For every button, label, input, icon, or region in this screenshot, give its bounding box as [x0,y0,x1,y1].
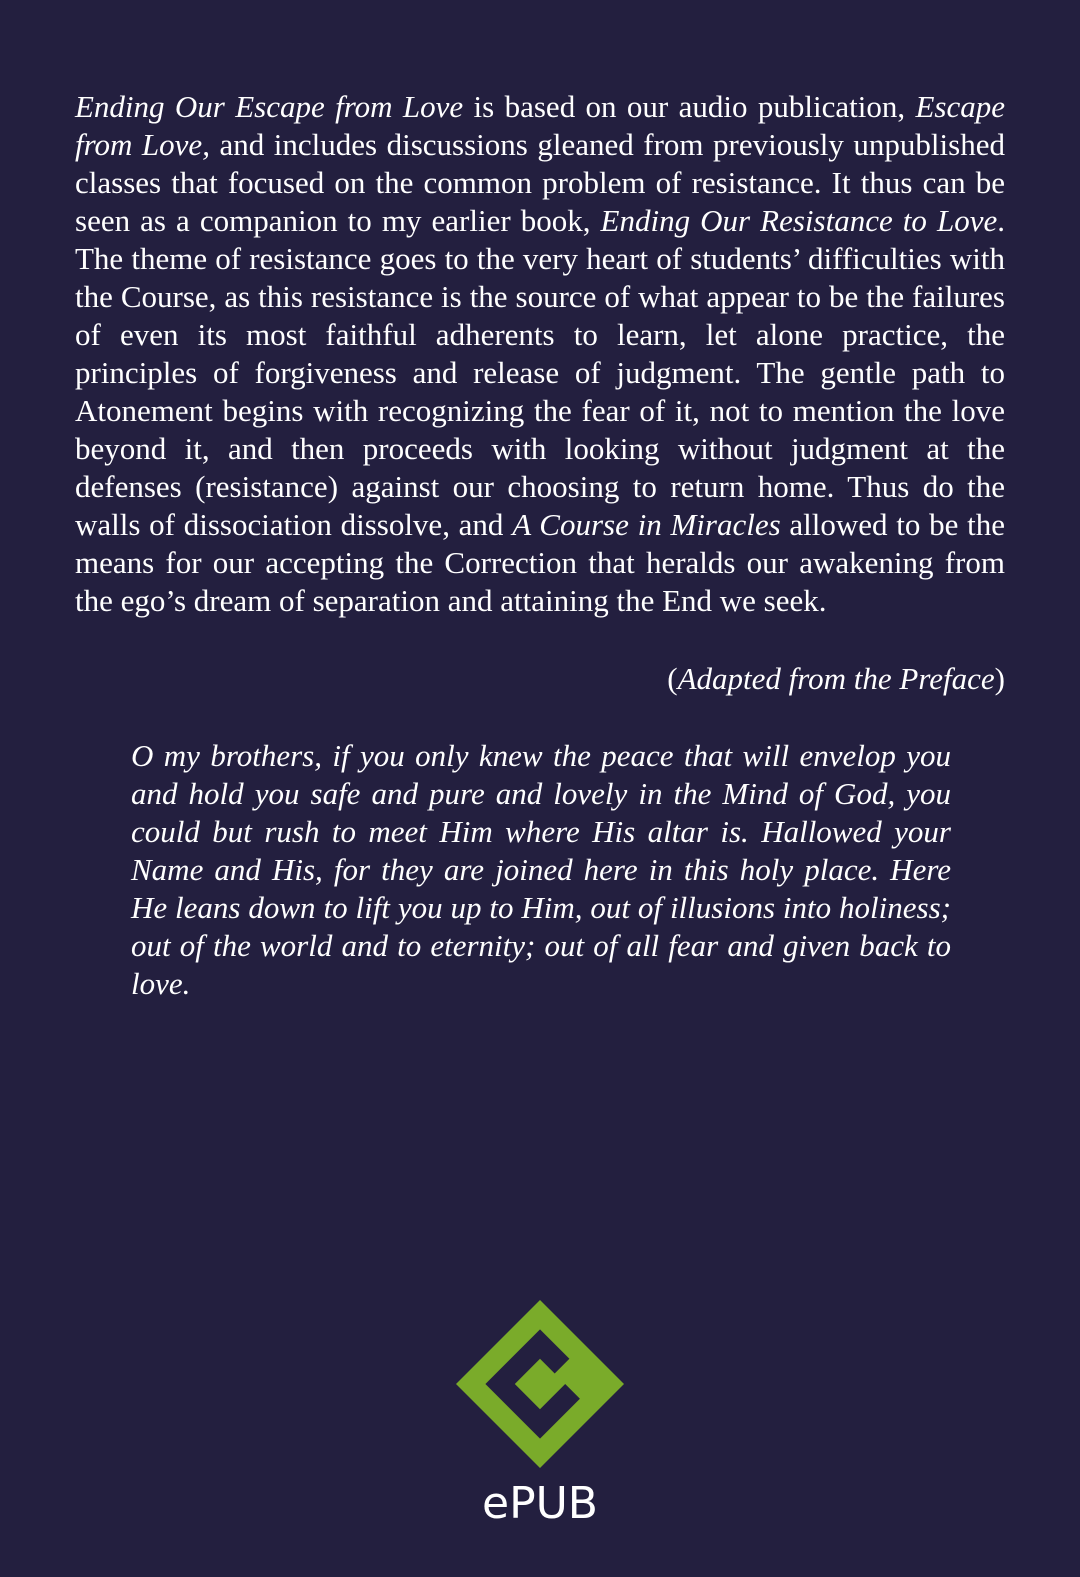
attribution-close-paren: ) [994,661,1005,696]
earlier-book-title: Ending Our Resistance to Love [600,203,998,238]
back-cover-blurb [75,88,1005,620]
quote: O my brothers, if you only knew the peace that will envelop you and hold you safe and pure and lovely in the Mind of God, you could but rush to meet Him where His altar is. Hallowed your Name and His, for they are joined here in this holy place. Here He leans down to lift you up to Him, out of illusions into holiness; out of the world and to eternity; out of all fear and given back to love. [131,738,951,1001]
attribution-text: Adapted from the Preface [677,661,995,696]
attribution-open-paren: ( [667,661,678,696]
blurb-text-3: . The theme of resistance goes to the very heart of students’ difficulties with the Course, as this resistance is the source of what appear to be the failures of even its most faithful adherents to learn, let alone practice, the principles of forgiveness and release of judgment. The gentle path to Atonement begins with recognizing the fear of it, not to mention the love beyond it, and then proceeds with looking without judgment at the defenses (resistance) against our choosing to return home. Thus do the walls of dissociation dissolve, and [75,203,1005,542]
course-title: A Course in Miracles [512,507,781,542]
epub-icon [456,1300,624,1468]
book-title: Ending Our Escape from Love [75,89,464,124]
audio-title: Escape from Love, [75,89,1005,162]
blurb-text-2: and includes discussions gleaned from previously unpublished classes that focused on the common problem of resistance. It thus can be seen as a companion to my earlier book, [75,127,1005,238]
blurb-text-4: allowed to be the means for our accepting the Correction that heralds our awakening from the ego’s dream of separation and attaining the End we seek. [75,507,1005,618]
attribution [75,660,1005,698]
blurb-text-1: is based on our audio publication, [463,89,916,124]
epub-label: ePUB [482,1478,598,1529]
